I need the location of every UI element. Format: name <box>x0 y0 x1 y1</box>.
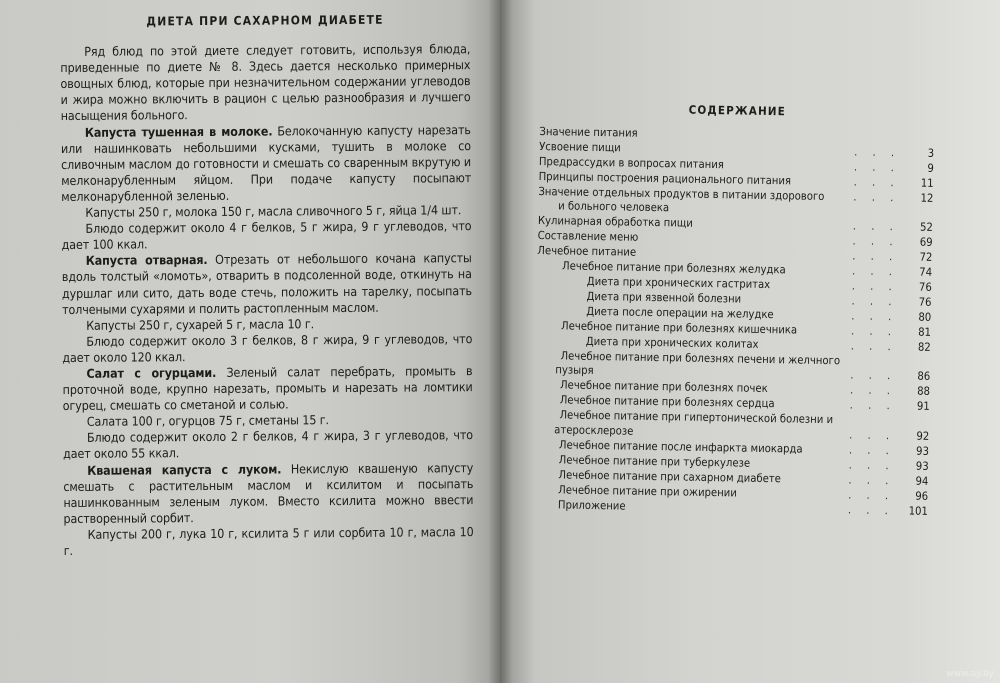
recipe-paragraph <box>63 460 473 527</box>
toc-entry-label: Лечебное питание при болезнях желудка <box>561 259 786 277</box>
toc-page-number: 96 <box>915 489 929 503</box>
toc-entry-label: Лечебное питание при болезнях почек <box>559 378 768 396</box>
recipe-ingredients: Салата 100 г, огурцов 75 г, сметаны 15 г. <box>86 412 329 430</box>
toc-leader-dots: . . . <box>850 368 897 383</box>
book-gutter <box>488 0 512 683</box>
toc-page-number: 93 <box>916 444 930 458</box>
toc-entry-label: Приложение <box>557 497 626 513</box>
toc-entry-label: Предрассудки в вопросах питания <box>538 154 725 171</box>
toc-entry-label: Усвоение пищи <box>539 139 621 155</box>
toc-entry-label: Значение питания <box>539 124 638 140</box>
toc-leader-dots: . . . <box>850 324 898 338</box>
toc-page-number: 3 <box>927 146 935 160</box>
toc-leader-dots: . . . <box>848 458 895 473</box>
toc-entry-label: Лечебное питание при сахарном диабете <box>558 468 782 486</box>
toc-page-number: 76 <box>918 295 932 309</box>
recipe-nutrition: Блюдо содержит около 4 г белков, 5 г жира, 9 г углеводов, что дает 100 ккал. <box>61 218 472 253</box>
toc-leader-dots: . . . <box>854 145 901 160</box>
toc-leader-dots: . . . <box>852 219 899 234</box>
toc-entry-label: Лечебное питание <box>537 244 637 259</box>
toc-leader-dots: . . . <box>850 339 897 353</box>
toc-leader-dots: . . . <box>849 398 896 413</box>
recipe-nutrition: Блюдо содержит около 3 г белков, 8 г жира, 9 г углеводов, что дает около 120 ккал. <box>62 330 473 365</box>
toc-entry-label: Диета при язвенной болезни <box>586 289 742 306</box>
toc-page-number: 72 <box>919 250 933 265</box>
toc-leader-dots: . . . <box>851 264 899 279</box>
toc-page-number: 92 <box>916 429 930 443</box>
toc-page-number: 101 <box>908 504 929 518</box>
toc-entry-label: Диета после операции на желудке <box>586 304 774 321</box>
recipe-name: Салат с огурцами. <box>86 364 217 381</box>
toc-page-number: 86 <box>917 370 931 384</box>
toc-leader-dots: . . . <box>853 175 900 189</box>
toc-entry-label: Лечебное питание при гипертонической болезни и <box>559 408 834 427</box>
toc-leader-dots: . . . <box>851 309 898 324</box>
toc-page-number: 69 <box>919 235 933 250</box>
toc-entry-label: Лечебное питание при ожирении <box>558 483 737 500</box>
recipe-name: Капуста тушенная в молоке. <box>84 123 273 140</box>
recipe-ingredients: Капусты 250 г, сухарей 5 г, масла 10 г. <box>86 315 315 333</box>
toc-leader-dots: . . . <box>848 443 896 458</box>
toc-page-number: 82 <box>917 340 931 354</box>
toc-title: СОДЕРЖАНИЕ <box>688 102 787 119</box>
recipe-paragraph <box>62 250 472 317</box>
toc-page-number: 12 <box>920 191 934 205</box>
toc-leader-dots: . . . <box>848 488 895 502</box>
toc-entry-label: Диета при хронических колитах <box>585 334 759 351</box>
recipe-name: Капуста отварная. <box>85 252 208 269</box>
toc-entry-label: Кулинарная обработка пищи <box>537 214 693 231</box>
left-page-text <box>60 11 474 559</box>
recipe-paragraph <box>62 363 472 414</box>
toc-entry-label: Диета при хронических гастритах <box>586 274 771 292</box>
recipe-ingredients: Капусты 250 г, молока 150 г, масла сливочного 5 г, яйца 1/4 шт. <box>85 202 462 220</box>
toc-page-number: 91 <box>916 399 930 414</box>
toc-leader-dots: . . . <box>849 383 897 398</box>
recipe-text: Зеленый салат перебрать, промыть в проточной воде, крупно нарезать, промыть и нарезать на ломтики огурец, смешать со сметаной и солью. <box>62 363 473 414</box>
toc-entry-label: и больного человека <box>558 199 670 215</box>
table-of-contents <box>533 100 935 519</box>
toc-entry-label: Лечебное питание при туберкулезе <box>558 453 751 470</box>
toc-entry-label: атеросклерозе <box>554 423 634 438</box>
recipe-text: Белокочанную капусту нарезать или нашинковать небольшими кусками, тушить в молоке со сливочным маслом до готовности и смешать со сваренным вкрутую и мелконарубленным яйцом. При подаче капусту посыпают мелконарубленной зеленью. <box>60 121 472 204</box>
toc-page-number: 94 <box>915 474 929 488</box>
toc-entry-label: Лечебное питание при болезнях печени и желчного <box>560 348 841 367</box>
toc-page-number: 80 <box>918 310 932 324</box>
toc-page-number: 93 <box>915 459 929 473</box>
recipe-text: Отрезать от небольшого кочана капусты вдоль толстый «ломоть», отварить в подсоленной воде, откинуть на дуршлаг или сито, дать воде стечь, положить на тарелку, посыпать толчеными сухарями и полить растопленным маслом. <box>61 250 472 317</box>
toc-leader-dots: . . . <box>851 279 898 294</box>
toc-leader-dots: . . . <box>852 234 899 249</box>
toc-leader-dots: . . . <box>853 160 900 175</box>
toc-leader-dots: . . . <box>852 249 899 264</box>
recipe-ingredients: Капусты 200 г, лука 10 г, ксилита 5 г или сорбита 10 г, масла 10 г. <box>63 524 474 558</box>
toc-entry-label: пузыря <box>555 363 594 378</box>
toc-leader-dots: . . . <box>851 294 898 309</box>
toc-leader-dots: . . . <box>853 190 900 204</box>
toc-entry-label: Принципы построения рационального питания <box>538 169 792 188</box>
toc-page-number: 52 <box>919 220 933 235</box>
recipe-paragraph <box>61 122 472 205</box>
toc-entry-label: Составление меню <box>537 229 639 244</box>
toc-entry-label: Лечебное питание после инфаркта миокарда <box>558 438 803 456</box>
toc-page-number: 74 <box>919 265 933 279</box>
toc-page-number: 9 <box>927 161 934 175</box>
toc-leader-dots: . . . <box>849 428 896 443</box>
toc-page-number: 76 <box>918 280 932 294</box>
toc-leader-dots: . . . <box>847 502 895 517</box>
toc-entry-label: Лечебное питание при болезнях кишечника <box>560 319 798 337</box>
page-title: ДИЕТА ПРИ САХАРНОМ ДИАБЕТЕ <box>146 12 384 29</box>
toc-leader-dots: . . . <box>848 473 895 487</box>
toc-page-number: 11 <box>920 176 934 190</box>
intro-paragraph: Ряд блюд по этой диете следует готовить, используя блюда, приведенные по диете № 8. Здесь дается несколько примерных овощных блюд, которые при незначительном содержании углеводов и жира можно включить в рацион с целью разнообразия и лучшего насыщения больного. <box>60 41 471 124</box>
toc-entry-label: Лечебное питание при болезнях сердца <box>559 393 775 411</box>
toc-entry-label: Значение отдельных продуктов в питании здорового <box>538 184 825 203</box>
toc-page-number: 88 <box>917 384 931 399</box>
toc-page-number: 81 <box>918 325 932 339</box>
watermark: www.ay.by <box>946 669 994 679</box>
recipe-name: Квашеная капуста с луком. <box>87 460 282 478</box>
recipe-text: Некислую квашеную капусту смешать с растительным маслом и ксилитом и посыпать нашинкованным зеленым луком. Вместо ксилита можно ввести растворенный сорбит. <box>63 459 474 526</box>
recipe-nutrition: Блюдо содержит около 2 г белков, 4 г жира, 3 г углеводов, что дает около 55 ккал. <box>63 427 474 462</box>
